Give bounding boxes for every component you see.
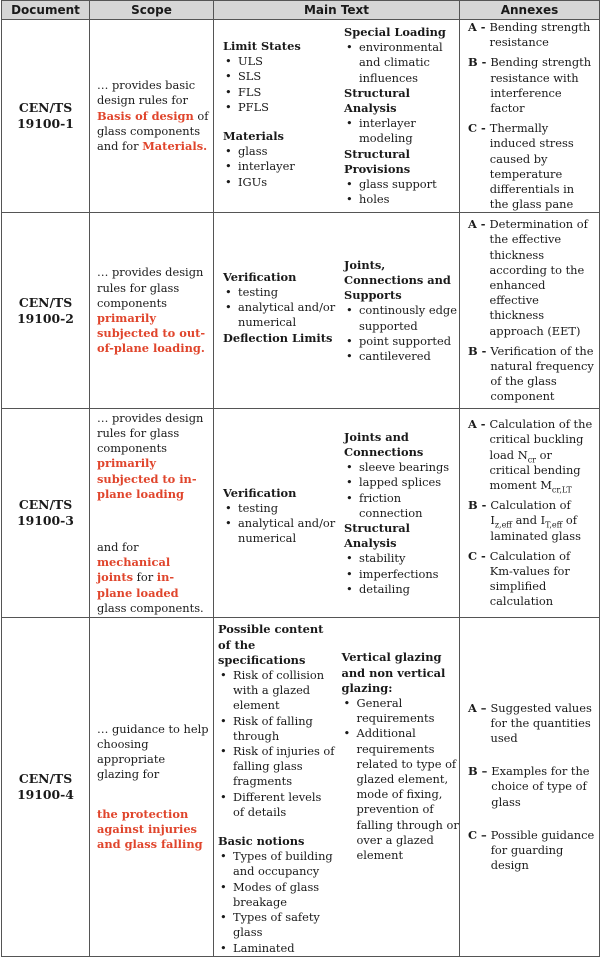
bullet-list <box>344 116 459 146</box>
table-row <box>2 213 600 409</box>
scope-cell: … guidance to help choosing appropriate glazing for the protection against injuries and glass falling <box>90 618 214 956</box>
annexes-cell <box>460 20 600 213</box>
list-item: • imperfections <box>344 567 459 582</box>
list-item: • continously edge supported <box>344 303 459 333</box>
list-item: • Laminated <box>218 941 336 956</box>
bullet-list <box>223 285 338 331</box>
main-text-cell <box>214 20 460 213</box>
bullet-list <box>344 551 459 597</box>
list-item: • detailing <box>344 582 459 597</box>
list-item: • analytical and/or numerical <box>223 300 338 330</box>
list-item: • Risk of injuries of falling glass fragments <box>218 744 336 790</box>
list-item: • stability <box>344 551 459 566</box>
list-item: • interlayer modeling <box>344 116 459 146</box>
list-item: • testing <box>223 501 338 516</box>
list-item: • interlayer <box>223 159 338 174</box>
list-item: • analytical and/or numerical <box>223 516 338 546</box>
section-heading: Vertical glazing and non vertical glazing: <box>341 650 446 695</box>
list-item: • glass <box>223 144 338 159</box>
annex-item: A – Suggested values for the quantities used <box>468 700 592 746</box>
bullet-list <box>223 144 338 190</box>
header-main-text: Main Text <box>214 1 460 20</box>
annex-item: B – Examples for the choice of type of glass <box>468 764 590 809</box>
table-row <box>2 409 600 618</box>
list-item: • SLS <box>223 69 338 84</box>
list-item: • friction connection <box>344 491 459 521</box>
list-item: • PFLS <box>223 100 338 115</box>
section-heading: Possible content of the specifications <box>218 622 324 667</box>
section-heading: Structural Analysis <box>344 521 410 551</box>
bullet-list <box>218 668 336 820</box>
list-item: • holes <box>344 192 459 207</box>
list-item: • Risk of collision with a glazed element <box>218 668 336 714</box>
document-cell: CEN/TS 19100-3 <box>2 409 90 618</box>
list-item: • IGUs <box>223 175 338 190</box>
annex-item: B - Calculation of $I_{z,eff}$ and $I_{T,eff}$ of laminated glass <box>468 498 581 543</box>
annexes-cell <box>460 409 600 618</box>
annex-item: C - Thermally induced stress caused by temperature differentials in the glass pane <box>468 121 575 212</box>
bullet-list <box>344 303 459 364</box>
scope-cell: … provides design rules for glass components primarily subjected to in-plane loading and for mechanical joints for in-plane loaded glass components. <box>90 409 214 618</box>
list-item: • lapped splices <box>344 475 459 490</box>
scope-cell: … provides design rules for glass components primarily subjected to out-of-plane loading. <box>90 213 214 409</box>
bullet-list <box>223 54 338 115</box>
bullet-list <box>344 460 459 521</box>
list-item: • Modes of glass breakage <box>218 880 336 910</box>
bullet-list <box>223 501 338 547</box>
cen-ts-19100-table <box>1 0 600 957</box>
header-scope: Scope <box>90 1 214 20</box>
list-item: • environmental and climatic influences <box>344 40 459 86</box>
bullet-list <box>342 696 460 863</box>
section-heading: Structural Analysis <box>344 85 410 116</box>
annexes-cell <box>460 618 600 956</box>
section-heading: Materials <box>223 129 284 144</box>
annex-item: B - Verification of the natural frequency of the glass component <box>468 343 594 404</box>
section-heading: Verification <box>223 269 297 284</box>
document-cell: CEN/TS 19100-4 <box>2 618 90 956</box>
section-heading: Joints, Connections and Supports <box>344 257 451 303</box>
list-item: • Additional requirements related to type of glazed element, mode of fixing, prevention of falling through or over a glazed element <box>342 726 460 863</box>
list-item: • glass support <box>344 177 459 192</box>
annex-item: A - Bending strength resistance <box>468 20 591 50</box>
list-item: • Different levels of details <box>218 790 336 820</box>
list-item: • cantilevered <box>344 349 459 364</box>
annex-item: C - Calculation of Km-values for simplified calculation <box>468 548 571 609</box>
list-item: • FLS <box>223 85 338 100</box>
header-row <box>2 1 600 20</box>
list-item: • testing <box>223 285 338 300</box>
section-heading: Structural Provisions <box>344 146 411 176</box>
section-heading: Limit States <box>223 39 301 53</box>
section-heading: Joints and Connections <box>344 429 424 460</box>
list-item: • sleeve bearings <box>344 460 459 475</box>
header-document: Document <box>2 1 90 20</box>
section-heading: Deflection Limits <box>223 330 333 345</box>
section-heading: Special Loading <box>344 25 446 39</box>
list-item: • point supported <box>344 334 459 349</box>
list-item: • Types of safety glass <box>218 910 336 940</box>
annex-item: A - Determination of the effective thickness according to the enhanced effective thickness approach (EET) <box>468 217 588 338</box>
bullet-list <box>344 40 459 86</box>
section-heading: Verification <box>223 485 297 500</box>
header-annexes: Annexes <box>460 1 600 20</box>
annex-item: B - Bending strength resistance with interference factor <box>468 55 592 116</box>
document-cell: CEN/TS 19100-1 <box>2 20 90 213</box>
bullet-list <box>344 177 459 207</box>
list-item: • Risk of falling through <box>218 714 336 744</box>
table-row <box>2 618 600 956</box>
main-text-cell <box>214 618 460 956</box>
list-item: • Types of building and occupancy <box>218 849 336 879</box>
annexes-cell <box>460 213 600 409</box>
annex-item: A - Calculation of the critical buckling load $N_{cr}$ or critical bending moment $M_{cr,LT}$ <box>468 417 593 495</box>
main-text-cell <box>214 409 460 618</box>
section-heading: Basic notions <box>218 834 305 849</box>
list-item: • ULS <box>223 54 338 69</box>
main-text-cell <box>214 213 460 409</box>
annex-item: C – Possible guidance for guarding design <box>468 827 595 873</box>
table-row <box>2 20 600 213</box>
scope-cell: … provides basic design rules for Basis of design of glass components and for Materials. <box>90 20 214 213</box>
list-item: • General requirements <box>342 696 460 726</box>
bullet-list <box>218 849 336 955</box>
document-cell: CEN/TS 19100-2 <box>2 213 90 409</box>
